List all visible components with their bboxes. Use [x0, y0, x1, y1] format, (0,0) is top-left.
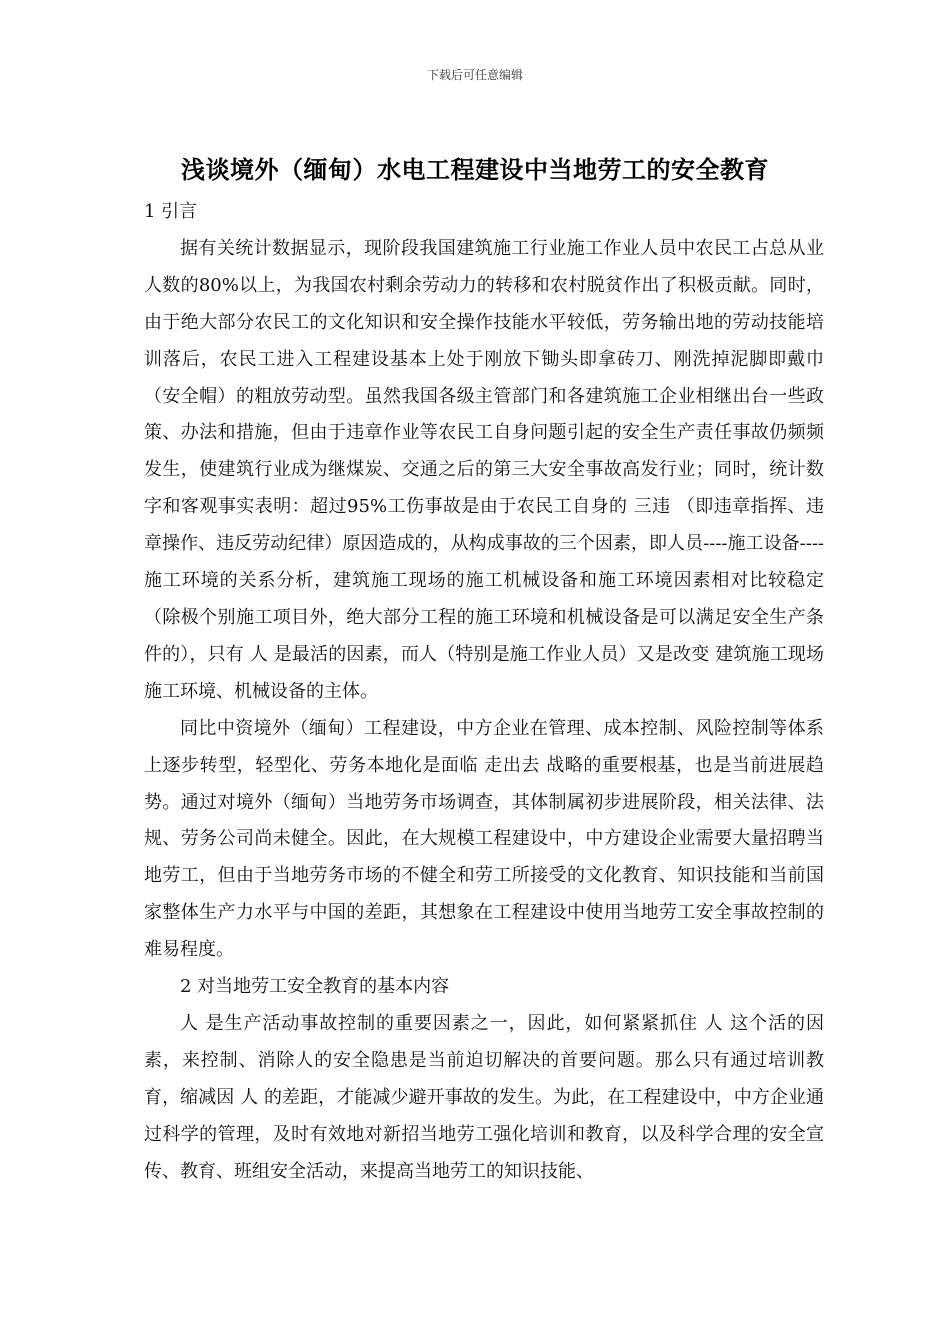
header-note: 下载后可任意编辑 — [426, 68, 523, 82]
section-2-heading: 2 对当地劳工安全教育的基本内容 — [180, 976, 450, 998]
document-title: 浅谈境外（缅甸）水电工程建设中当地劳工的安全教育 — [181, 155, 769, 184]
section-1-paragraph-1: 据有关统计数据显示，现阶段我国建筑施工行业施工作业人员中农民工占总从业人数的80%以上，为我国农村剩余劳动力的转移和农村脱贫作出了积极贡献。同时，由于绝大部分农民工的文化知识和安全操作技能水平较低，劳务输出地的劳动技能培训落后，农民工进入工程建设基本上处于刚放下锄头即拿砖刀、刚洗掉泥脚即戴巾（安全帽）的粗放劳动型。虽然我国各级主管部门和各建筑施工企业相继出台一些政策、办法和措施，但由于违章作业等农民工自身问题引起的安全生产责任事故仍频频发生，使建筑行业成为继煤炭、交通之后的第三大安全事故高发行业；同时，统计数字和客观事实表明：超过95%工伤事故是由于农民工自身的 三违 （即违章指挥、违章操作、违反劳动纪律）原因造成的，从构成事故的三个因素，即人员----施工设备----施工环境的关系分析，建筑施工现场的施工机械设备和施工环境因素相对比较稳定（除极个别施工项目外，绝大部分工程的施工环境和机械设备是可以满足安全生产条件的），只有 人 是最活的因素，而人（特别是施工作业人员）又是改变 建筑施工现场施工环境、机械设备的主体。 — [144, 237, 824, 702]
section-1-paragraph-2: 同比中资境外（缅甸）工程建设，中方企业在管理、成本控制、风险控制等体系上逐步转型，轻型化、劳务本地化是面临 走出去 战略的重要根基，也是当前进展趋势。通过对境外（缅甸）当地劳务市场调查，其体制属初步进展阶段，相关法律、法规、劳务公司尚未健全。因此，在大规模工程建设中，中方建设企业需要大量招聘当地劳工，但由于当地劳务市场的不健全和劳工所接受的文化教育、知识技能和当前国家整体生产力水平与中国的差距，其想象在工程建设中使用当地劳工安全事故控制的难易程度。 — [144, 717, 824, 961]
section-1-heading: 1 引言 — [144, 201, 198, 222]
document-body — [144, 194, 824, 1190]
section-2-paragraph-1: 人 是生产活动事故控制的重要因素之一，因此，如何紧紧抓住 人 这个活的因素，来控制、消除人的安全隐患是当前迫切解决的首要问题。那么只有通过培训教育，缩减因 人 的差距，才能减少避开事故的发生。为此，在工程建设中，中方企业通过科学的管理，及时有效地对新招当地劳工强化培训和教育，以及科学合理的安全宣传、教育、班组安全活动，来提高当地劳工的知识技能、 — [144, 1012, 824, 1182]
